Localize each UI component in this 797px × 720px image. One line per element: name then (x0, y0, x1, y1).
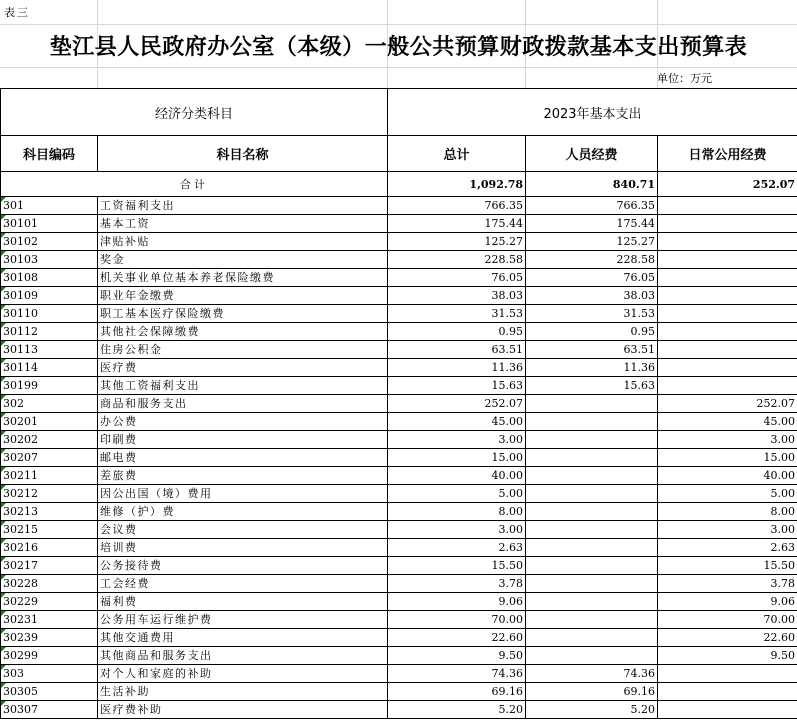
row-public-cell[interactable]: 252.07 (658, 395, 797, 413)
row-personnel-cell[interactable]: 175.44 (526, 215, 658, 233)
row-personnel-cell[interactable]: 228.58 (526, 251, 658, 269)
row-code-cell[interactable]: 30217 (1, 557, 98, 575)
row-name-cell[interactable]: 维修（护）费 (98, 503, 388, 521)
table-row (1, 503, 797, 521)
row-code-cell[interactable]: 30228 (1, 575, 98, 593)
row-code-cell[interactable]: 30199 (1, 377, 98, 395)
row-public-cell[interactable]: 40.00 (658, 467, 797, 485)
row-name-cell[interactable]: 津贴补贴 (98, 233, 388, 251)
row-public-cell[interactable] (658, 269, 797, 287)
row-total-cell[interactable]: 40.00 (388, 467, 526, 485)
row-personnel-cell[interactable] (526, 503, 658, 521)
row-name-cell[interactable]: 因公出国（境）费用 (98, 485, 388, 503)
row-public-cell[interactable]: 3.00 (658, 521, 797, 539)
row-public-cell[interactable]: 15.00 (658, 449, 797, 467)
table-row (1, 593, 797, 611)
table-row (1, 701, 797, 719)
row-total-cell[interactable]: 2.63 (388, 539, 526, 557)
table-row (1, 233, 797, 251)
table-row (1, 287, 797, 305)
row-total-cell[interactable]: 22.60 (388, 629, 526, 647)
row-name-cell[interactable]: 工资福利支出 (98, 197, 388, 215)
row-name-cell[interactable]: 医疗费补助 (98, 701, 388, 719)
row-total-cell[interactable]: 5.20 (388, 701, 526, 719)
row-total-cell[interactable]: 5.00 (388, 485, 526, 503)
row-total-cell[interactable]: 63.51 (388, 341, 526, 359)
row-personnel-cell[interactable] (526, 557, 658, 575)
row-code-cell[interactable]: 30113 (1, 341, 98, 359)
table-row (1, 647, 797, 665)
row-code-cell[interactable]: 30101 (1, 215, 98, 233)
row-total-cell[interactable]: 15.50 (388, 557, 526, 575)
row-code-cell[interactable]: 30212 (1, 485, 98, 503)
row-code-cell[interactable]: 30299 (1, 647, 98, 665)
row-code-cell[interactable]: 30213 (1, 503, 98, 521)
table-row (1, 269, 797, 287)
row-personnel-cell[interactable]: 15.63 (526, 377, 658, 395)
row-code-cell[interactable]: 30229 (1, 593, 98, 611)
row-personnel-cell[interactable] (526, 431, 658, 449)
row-personnel-cell[interactable] (526, 395, 658, 413)
row-total-cell[interactable]: 15.00 (388, 449, 526, 467)
row-personnel-cell[interactable]: 74.36 (526, 665, 658, 683)
row-public-cell[interactable]: 15.50 (658, 557, 797, 575)
header-personnel[interactable]: 人员经费 (526, 136, 658, 172)
row-code-cell[interactable]: 30215 (1, 521, 98, 539)
page-title: 垫江县人民政府办公室（本级）一般公共预算财政拨款基本支出预算表 (49, 34, 748, 60)
row-code-cell[interactable]: 30108 (1, 269, 98, 287)
row-total-cell[interactable]: 70.00 (388, 611, 526, 629)
table-row (1, 611, 797, 629)
row-total-cell[interactable]: 3.00 (388, 521, 526, 539)
header-code[interactable]: 科目编码 (1, 136, 98, 172)
row-public-cell[interactable] (658, 323, 797, 341)
table-row (1, 539, 797, 557)
header-row-group (1, 89, 797, 136)
table-row (1, 413, 797, 431)
row-total-cell[interactable]: 3.78 (388, 575, 526, 593)
row-name-cell[interactable]: 公务用车运行维护费 (98, 611, 388, 629)
row-name-cell[interactable]: 职业年金缴费 (98, 287, 388, 305)
row-name-cell[interactable]: 办公费 (98, 413, 388, 431)
header-row-columns (1, 136, 797, 172)
table-row (1, 557, 797, 575)
row-public-cell[interactable]: 2.63 (658, 539, 797, 557)
row-name-cell[interactable]: 其他工资福利支出 (98, 377, 388, 395)
table-row (1, 341, 797, 359)
row-public-cell[interactable] (658, 377, 797, 395)
row-public-cell[interactable]: 8.00 (658, 503, 797, 521)
row-public-cell[interactable] (658, 215, 797, 233)
row-public-cell[interactable]: 3.78 (658, 575, 797, 593)
row-name-cell[interactable]: 医疗费 (98, 359, 388, 377)
row-total-cell[interactable]: 252.07 (388, 395, 526, 413)
row-name-cell[interactable]: 商品和服务支出 (98, 395, 388, 413)
row-code-cell[interactable]: 30307 (1, 701, 98, 719)
row-code-cell[interactable]: 30231 (1, 611, 98, 629)
row-total-cell[interactable]: 766.35 (388, 197, 526, 215)
row-public-cell[interactable]: 9.50 (658, 647, 797, 665)
row-total-cell[interactable]: 31.53 (388, 305, 526, 323)
row-name-cell[interactable]: 基本工资 (98, 215, 388, 233)
row-code-cell[interactable]: 30207 (1, 449, 98, 467)
row-personnel-cell[interactable]: 63.51 (526, 341, 658, 359)
table-row (1, 197, 797, 215)
row-personnel-cell[interactable] (526, 521, 658, 539)
row-total-cell[interactable]: 45.00 (388, 413, 526, 431)
row-personnel-cell[interactable] (526, 485, 658, 503)
row-public-cell[interactable] (658, 287, 797, 305)
row-code-cell[interactable]: 30239 (1, 629, 98, 647)
row-personnel-cell[interactable] (526, 575, 658, 593)
header-year-expenditure[interactable]: 2023年基本支出 (388, 89, 797, 136)
table-row (1, 665, 797, 683)
header-total[interactable]: 总计 (388, 136, 526, 172)
table-number-label: 表三 (4, 6, 30, 19)
row-name-cell[interactable]: 奖金 (98, 251, 388, 269)
row-public-cell[interactable]: 5.00 (658, 485, 797, 503)
table-row (1, 395, 797, 413)
total-personnel[interactable]: 840.71 (526, 172, 658, 197)
table-row (1, 521, 797, 539)
row-public-cell[interactable] (658, 359, 797, 377)
table-row (1, 359, 797, 377)
row-name-cell[interactable]: 其他社会保障缴费 (98, 323, 388, 341)
row-public-cell[interactable] (658, 665, 797, 683)
row-total-cell[interactable]: 3.00 (388, 431, 526, 449)
row-total-cell[interactable]: 228.58 (388, 251, 526, 269)
row-personnel-cell[interactable]: 38.03 (526, 287, 658, 305)
row-code-cell[interactable]: 30202 (1, 431, 98, 449)
row-code-cell[interactable]: 303 (1, 665, 98, 683)
row-name-cell[interactable]: 邮电费 (98, 449, 388, 467)
table-row (1, 683, 797, 701)
row-total-cell[interactable]: 69.16 (388, 683, 526, 701)
table-row (1, 431, 797, 449)
row-public-cell[interactable]: 22.60 (658, 629, 797, 647)
row-code-cell[interactable]: 30112 (1, 323, 98, 341)
row-personnel-cell[interactable] (526, 449, 658, 467)
row-name-cell[interactable]: 住房公积金 (98, 341, 388, 359)
row-personnel-cell[interactable]: 76.05 (526, 269, 658, 287)
table-row (1, 323, 797, 341)
header-name[interactable]: 科目名称 (98, 136, 388, 172)
budget-table (0, 88, 797, 719)
row-personnel-cell[interactable]: 766.35 (526, 197, 658, 215)
row-name-cell[interactable]: 机关事业单位基本养老保险缴费 (98, 269, 388, 287)
row-total-cell[interactable]: 8.00 (388, 503, 526, 521)
row-code-cell[interactable]: 30305 (1, 683, 98, 701)
table-row (1, 377, 797, 395)
row-code-cell[interactable]: 30211 (1, 467, 98, 485)
row-personnel-cell[interactable]: 11.36 (526, 359, 658, 377)
row-code-cell[interactable]: 30109 (1, 287, 98, 305)
table-row (1, 575, 797, 593)
row-code-cell[interactable]: 301 (1, 197, 98, 215)
row-name-cell[interactable]: 公务接待费 (98, 557, 388, 575)
row-public-cell[interactable] (658, 251, 797, 269)
row-code-cell[interactable]: 30114 (1, 359, 98, 377)
row-personnel-cell[interactable] (526, 467, 658, 485)
row-name-cell[interactable]: 福利费 (98, 593, 388, 611)
unit-label: 单位：万元 (657, 72, 712, 85)
row-name-cell[interactable]: 对个人和家庭的补助 (98, 665, 388, 683)
row-personnel-cell[interactable] (526, 647, 658, 665)
table-row (1, 485, 797, 503)
row-code-cell[interactable]: 30102 (1, 233, 98, 251)
row-code-cell[interactable]: 30103 (1, 251, 98, 269)
row-personnel-cell[interactable]: 5.20 (526, 701, 658, 719)
row-total-cell[interactable]: 125.27 (388, 233, 526, 251)
header-public[interactable]: 日常公用经费 (658, 136, 797, 172)
row-code-cell[interactable]: 30110 (1, 305, 98, 323)
row-name-cell[interactable]: 其他交通费用 (98, 629, 388, 647)
total-row (1, 172, 797, 197)
row-total-cell[interactable]: 11.36 (388, 359, 526, 377)
row-public-cell[interactable] (658, 305, 797, 323)
row-personnel-cell[interactable] (526, 413, 658, 431)
row-total-cell[interactable]: 15.63 (388, 377, 526, 395)
row-personnel-cell[interactable] (526, 629, 658, 647)
row-name-cell[interactable]: 培训费 (98, 539, 388, 557)
row-name-cell[interactable]: 工会经费 (98, 575, 388, 593)
row-public-cell[interactable] (658, 683, 797, 701)
table-row (1, 449, 797, 467)
row-personnel-cell[interactable] (526, 539, 658, 557)
row-personnel-cell[interactable]: 69.16 (526, 683, 658, 701)
row-public-cell[interactable]: 70.00 (658, 611, 797, 629)
table-row (1, 215, 797, 233)
row-total-cell[interactable]: 0.95 (388, 323, 526, 341)
row-total-cell[interactable]: 76.05 (388, 269, 526, 287)
row-public-cell[interactable] (658, 233, 797, 251)
row-total-cell[interactable]: 9.06 (388, 593, 526, 611)
table-row (1, 305, 797, 323)
row-public-cell[interactable]: 45.00 (658, 413, 797, 431)
row-personnel-cell[interactable] (526, 611, 658, 629)
row-total-cell[interactable]: 38.03 (388, 287, 526, 305)
row-personnel-cell[interactable]: 0.95 (526, 323, 658, 341)
row-name-cell[interactable]: 其他商品和服务支出 (98, 647, 388, 665)
total-label[interactable]: 合计 (1, 172, 388, 197)
row-personnel-cell[interactable]: 31.53 (526, 305, 658, 323)
table-row (1, 251, 797, 269)
row-public-cell[interactable] (658, 197, 797, 215)
total-public[interactable]: 252.07 (658, 172, 797, 197)
table-row (1, 629, 797, 647)
row-name-cell[interactable]: 职工基本医疗保险缴费 (98, 305, 388, 323)
row-total-cell[interactable]: 74.36 (388, 665, 526, 683)
row-public-cell[interactable]: 3.00 (658, 431, 797, 449)
row-name-cell[interactable]: 印刷费 (98, 431, 388, 449)
row-public-cell[interactable]: 9.06 (658, 593, 797, 611)
row-personnel-cell[interactable] (526, 593, 658, 611)
row-public-cell[interactable] (658, 341, 797, 359)
row-public-cell[interactable] (658, 701, 797, 719)
row-code-cell[interactable]: 30201 (1, 413, 98, 431)
row-name-cell[interactable]: 差旅费 (98, 467, 388, 485)
row-personnel-cell[interactable]: 125.27 (526, 233, 658, 251)
row-code-cell[interactable]: 302 (1, 395, 98, 413)
table-row (1, 467, 797, 485)
header-economic-classification[interactable]: 经济分类科目 (1, 89, 388, 136)
row-name-cell[interactable]: 生活补助 (98, 683, 388, 701)
row-name-cell[interactable]: 会议费 (98, 521, 388, 539)
row-total-cell[interactable]: 9.50 (388, 647, 526, 665)
row-total-cell[interactable]: 175.44 (388, 215, 526, 233)
total-amount[interactable]: 1,092.78 (388, 172, 526, 197)
row-code-cell[interactable]: 30216 (1, 539, 98, 557)
